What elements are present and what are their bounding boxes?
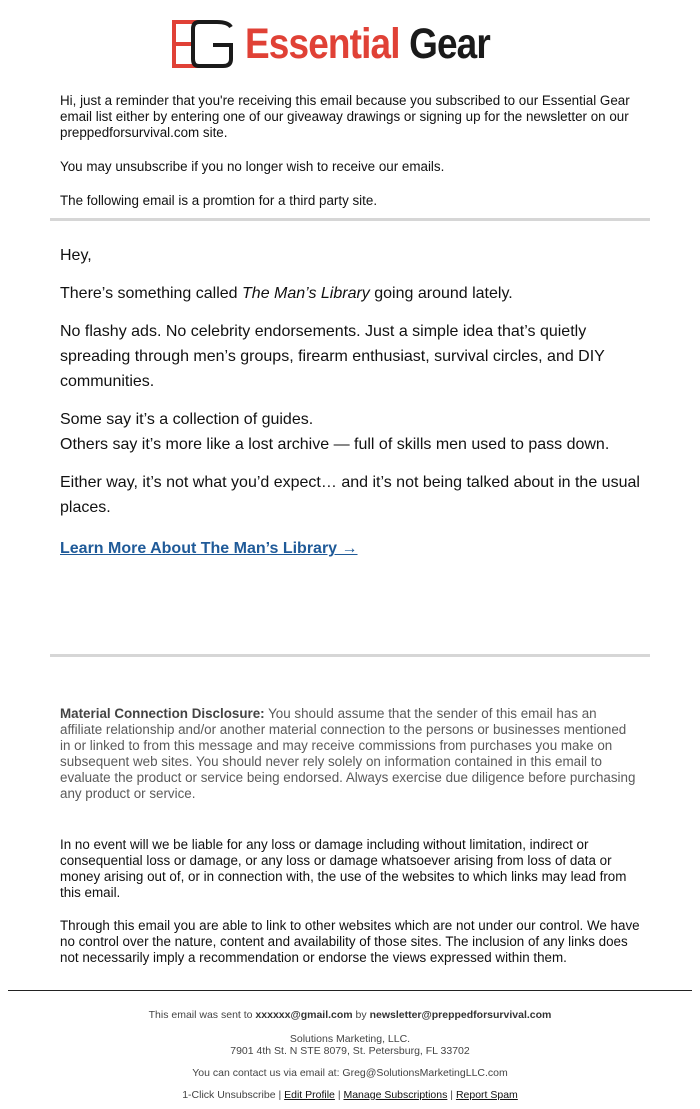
footer-sent-to: This email was sent to xxxxxx@gmail.com by newsletter@preppedforsurvival.com [148,1009,552,1021]
notice-unsubscribe: You may unsubscribe if you no longer wish to receive our emails. [60,159,445,174]
footer-links: 1-Click Unsubscribe | Edit Profile | Manage Subscriptions | Report Spam [182,1089,518,1101]
divider-top [50,218,650,221]
book-title: The Man’s Library [242,285,370,302]
manage-subscriptions-link[interactable]: Manage Subscriptions [343,1089,448,1101]
divider-middle [50,654,650,657]
edit-profile-link[interactable]: Edit Profile [284,1089,335,1101]
report-spam-link[interactable]: Report Spam [455,1089,518,1101]
brand-word-gear: Gear [408,19,490,68]
message-intro: There’s something called The Man’s Library going around lately. [60,285,513,302]
message-body [60,243,640,561]
notice-promotion: The following email is a promtion for a third party site. [60,193,378,208]
disclosure-text: You should assume that the sender of this email has an affiliate relationship and/or another material connection to the persons or businesses mentioned in or linked to from this message and may receive commissions from purchases you make on subsequent web sites. You should never rely solely on information contained in this email to evaluate the product or service being endorsed. Always exercise due diligence before purchasing any product or service. [60,706,636,801]
legal-section [60,837,640,966]
recipient-email: xxxxxx@gmail.com [255,1009,353,1021]
one-click-unsubscribe: 1-Click Unsubscribe [182,1089,276,1101]
footer-contact: You can contact us via email at: Greg@SolutionsMarketingLLC.com [192,1067,508,1079]
footer-divider [8,990,692,991]
brand-logo [0,14,700,74]
footer-company: Solutions Marketing, LLC. [289,1033,411,1045]
learn-more-link[interactable]: Learn More About The Man’s Library → [60,540,358,557]
footer-address: 7901 4th St. N STE 8079, St. Petersburg, FL 33702 [230,1045,470,1057]
eg-monogram-icon [171,19,235,69]
disclosure-heading: Material Connection Disclosure: [60,706,265,721]
liability-text: In no event will we be liable for any loss or damage including without limitation, indirect or consequential loss or damage, or any loss or damage whatsoever arising from loss of data or money arising out of, or in connection with, the use of the websites to which links may lead from this email. [60,837,627,900]
subscription-notice [60,93,640,209]
message-paragraph-2: No flashy ads. No celebrity endorsements. Just a simple idea that’s quietly spreading through men’s groups, firearm enthusiast, survival circles, and DIY communities. [60,323,605,390]
brand-wordmark [244,19,490,68]
message-paragraph-4: Either way, it’s not what you’d expect… and it’s not being talked about in the usual places. [60,474,640,516]
brand-word-essential: Essential [244,19,400,68]
message-paragraph-3: Some say it’s a collection of guides. Others say it’s more like a lost archive — full of skills men used to pass down. [60,411,610,453]
external-links-text: Through this email you are able to link to other websites which are not under our control. We have no control over the nature, content and availability of those sites. The inclusion of any links does not necessarily imply a recommendation or endorse the views expressed within them. [60,918,640,965]
material-disclosure [60,706,640,802]
message-greeting: Hey, [60,247,92,264]
notice-reminder: Hi, just a reminder that you're receiving this email because you subscribed to our Essential Gear email list either by entering one of our giveaway drawings or signing up for the newsletter on our preppedforsurvival.com site. [60,93,630,140]
sender-email: newsletter@preppedforsurvival.com [369,1009,552,1021]
